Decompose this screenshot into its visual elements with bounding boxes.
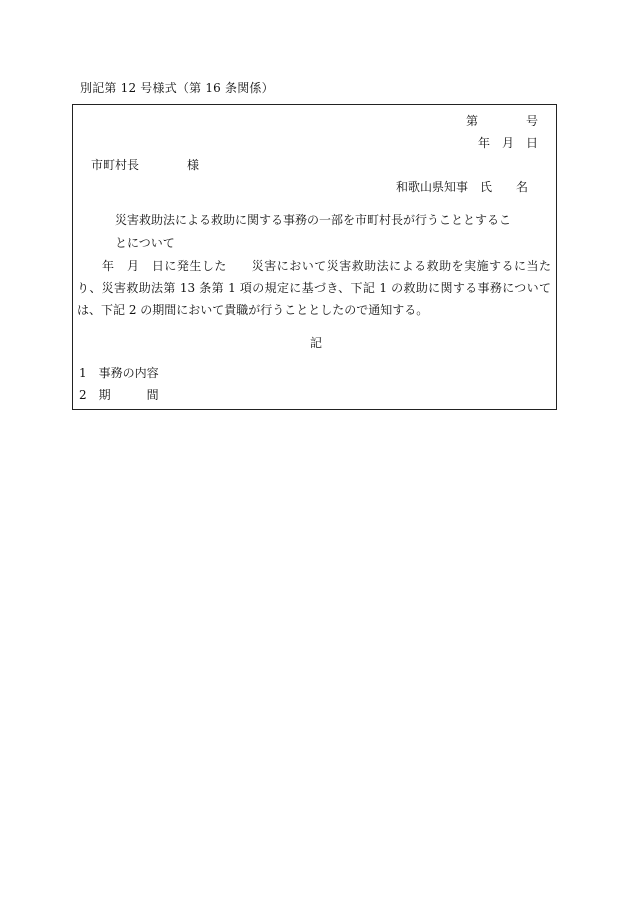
subject-line-2: とについて <box>115 236 175 250</box>
subject-line-1: 災害救助法による救助に関する事務の一部を市町村長が行うこととするこ <box>115 213 512 227</box>
sender-line: 和歌山県知事 氏 名 <box>395 180 528 194</box>
addressee: 市町村長 様 <box>91 158 200 172</box>
date-line: 年 月 日 <box>477 136 538 150</box>
subject <box>115 209 545 255</box>
ki-heading: 記 <box>310 336 323 350</box>
item-2: 2 期 間 <box>79 388 159 402</box>
item-1: 1 事務の内容 <box>79 366 159 380</box>
notice-form-frame <box>72 104 557 410</box>
form-title: 別記第 12 号様式（第 16 条関係） <box>80 81 274 95</box>
notice-body: 年 月 日に発生した 災害において災害救助法による救助を実施するに当たり、災害救助法第 13 条第 1 項の規定に基づき、下記 1 の救助に関する事務については、下記 2 の期間において貴職が行うこととしたので通知する。 <box>77 259 551 317</box>
document-number: 第 号 <box>465 114 538 128</box>
